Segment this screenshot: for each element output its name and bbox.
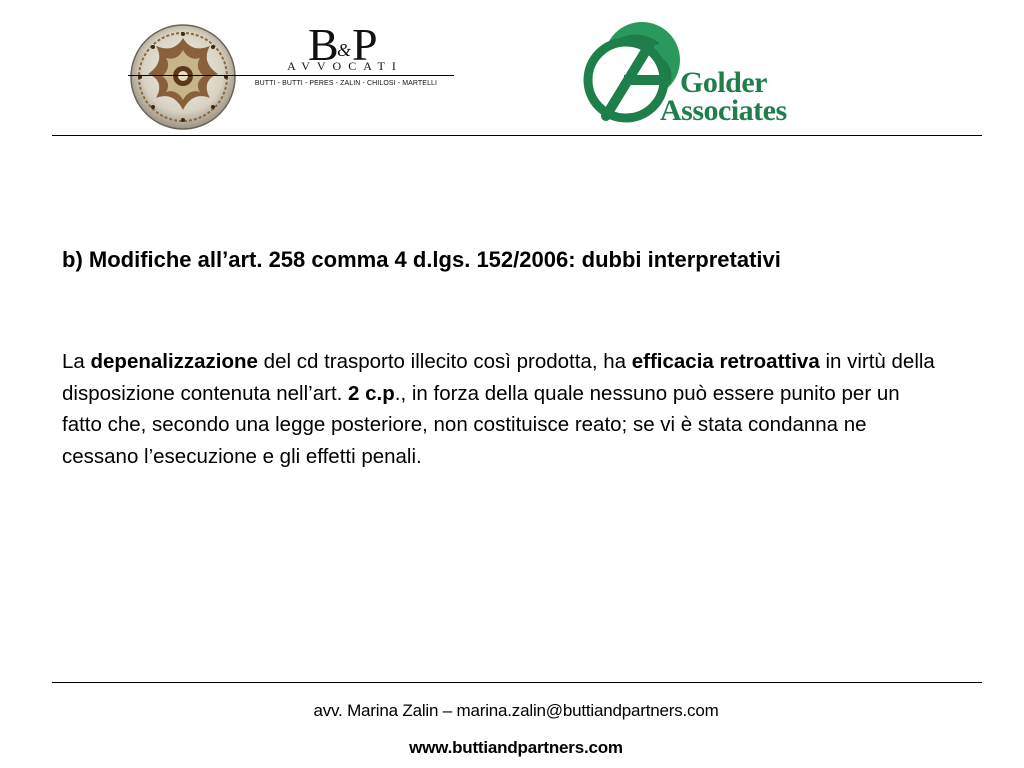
footer-website-link[interactable]: www.buttiandpartners.com: [409, 738, 623, 757]
paragraph-bold-term: 2 c.p: [348, 381, 395, 405]
golder-logo-word-associates: Associates: [660, 94, 787, 127]
slide-header: [0, 0, 1024, 136]
paragraph-text: La: [62, 350, 91, 373]
bp-logo-subtitle: AVVOCATI: [287, 59, 403, 73]
bp-logo-partners: BUTTI - BUTTI - PERES - ZALIN - CHILOSI - MARTELLI: [254, 80, 438, 87]
slide-paragraph: [62, 346, 942, 472]
ornamental-medallion-icon: [130, 24, 236, 130]
svg-text:B: B: [308, 20, 339, 64]
bp-logo-divider: [128, 75, 454, 76]
footer-contact: avv. Marina Zalin – marina.zalin@buttiandpartners.com: [313, 701, 719, 720]
paragraph-text: del cd trasporto illecito così prodotta, ha: [257, 350, 632, 373]
header-divider: [52, 135, 982, 136]
golder-logo-word-golder: Golder: [680, 66, 767, 99]
paragraph-text: ., in forza della quale nessuno può essere punito per un fatto che, secondo una legge posteriore, non costituisce reato; se vi è stata condanna ne cessano l’esecuzione e gli effetti penali.: [62, 381, 900, 468]
svg-text:&: &: [337, 40, 352, 60]
paragraph-bold-term: depenalizzazione: [90, 350, 258, 373]
svg-text:P: P: [352, 20, 378, 64]
paragraph-bold-term: efficacia retroattiva: [631, 350, 820, 373]
paragraph-text: in virtù della disposizione contenuta nell’art.: [62, 350, 935, 405]
slide-heading: b) Modifiche all’art. 258 comma 4 d.lgs. 152/2006: dubbi interpretativi: [62, 247, 781, 272]
footer-divider: [52, 682, 982, 683]
